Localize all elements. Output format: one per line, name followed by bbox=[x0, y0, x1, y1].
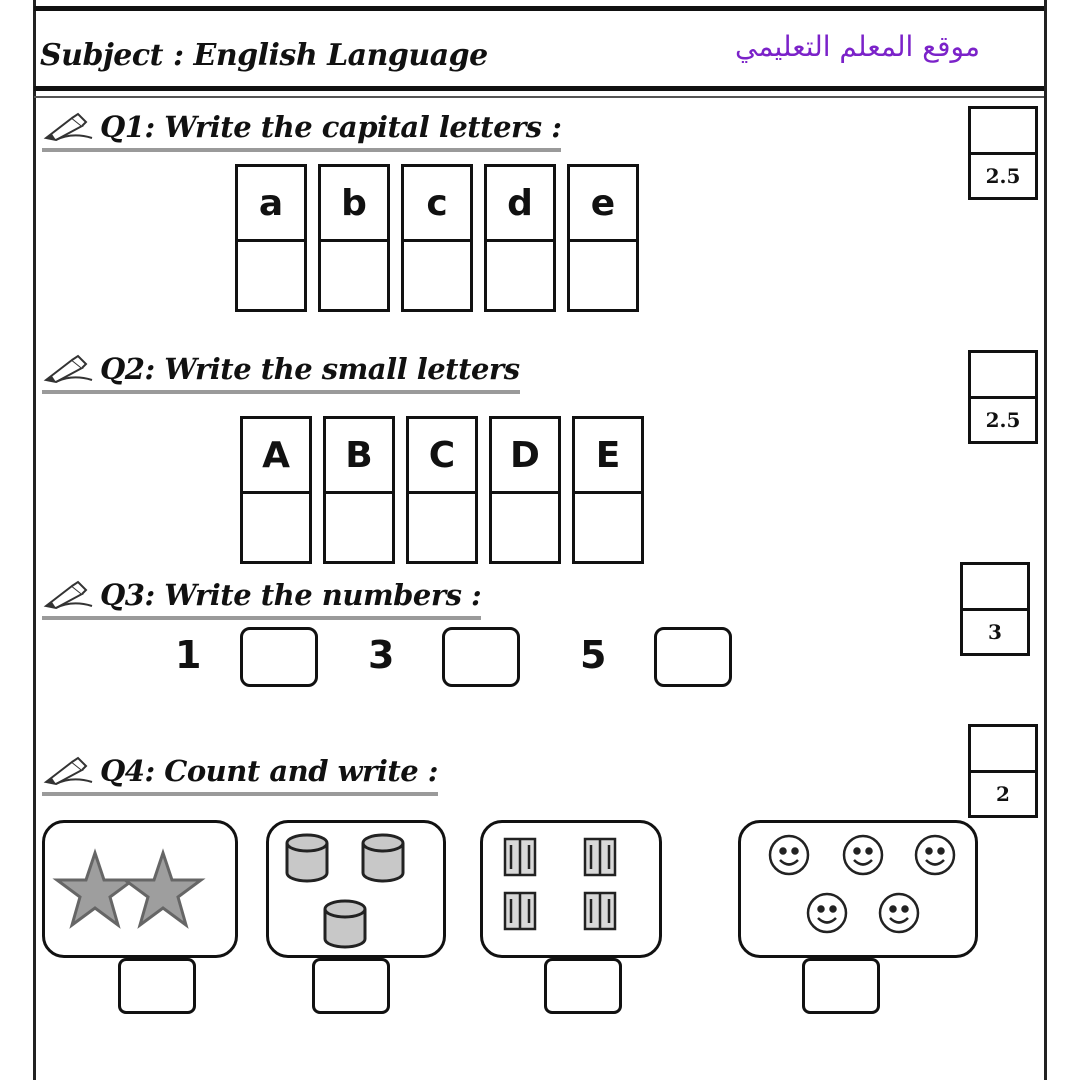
q4-score: 2 bbox=[996, 781, 1010, 806]
q2-letter-cell bbox=[240, 416, 312, 564]
smiley-icon bbox=[916, 836, 954, 874]
q4-answer-box[interactable] bbox=[118, 958, 196, 1014]
q1-letter: d bbox=[487, 167, 553, 242]
book-icon bbox=[505, 839, 535, 875]
smiley-icon bbox=[844, 836, 882, 874]
q3-answer-box[interactable] bbox=[442, 627, 520, 687]
q1-letter-grid bbox=[235, 164, 639, 312]
book-icon bbox=[505, 893, 535, 929]
q3-answer-box[interactable] bbox=[240, 627, 318, 687]
q1-letter-cell bbox=[484, 164, 556, 312]
cylinders-group bbox=[269, 823, 443, 955]
q1-answer-slot[interactable] bbox=[570, 242, 636, 309]
pencil-icon bbox=[42, 354, 96, 384]
q1-letter: b bbox=[321, 167, 387, 242]
smiley-icon bbox=[808, 894, 846, 932]
q2-letter-cell bbox=[489, 416, 561, 564]
smileys-group bbox=[741, 823, 975, 955]
cylinder-icon bbox=[363, 835, 403, 881]
q1-letter: c bbox=[404, 167, 470, 242]
star-icon bbox=[57, 853, 133, 925]
q2-letter-grid bbox=[240, 416, 644, 564]
q2-letter-cell bbox=[572, 416, 644, 564]
q2-answer-slot[interactable] bbox=[409, 494, 475, 561]
cylinder-icon bbox=[325, 901, 365, 947]
q4-score-box bbox=[968, 724, 1038, 818]
q2-letter: C bbox=[409, 419, 475, 494]
q1-letter: e bbox=[570, 167, 636, 242]
left-border bbox=[33, 0, 36, 1080]
stars-group bbox=[45, 823, 235, 955]
q1-score: 2.5 bbox=[985, 163, 1021, 188]
q1-answer-slot[interactable] bbox=[238, 242, 304, 309]
q2-letter-cell bbox=[406, 416, 478, 564]
q3-title-text: Q3: Write the numbers : bbox=[100, 578, 482, 612]
q1-letter: a bbox=[238, 167, 304, 242]
q2-answer-slot[interactable] bbox=[492, 494, 558, 561]
q2-answer-slot[interactable] bbox=[243, 494, 309, 561]
subject-title: Subject : English Language bbox=[40, 38, 488, 73]
book-icon bbox=[585, 839, 615, 875]
smiley-icon bbox=[880, 894, 918, 932]
site-name: موقع المعلم التعليمي bbox=[735, 30, 980, 63]
q4-picture-smileys bbox=[738, 820, 978, 958]
q2-title bbox=[42, 352, 520, 386]
q3-number: 3 bbox=[368, 633, 395, 677]
q2-letter: B bbox=[326, 419, 392, 494]
star-icon bbox=[125, 853, 201, 925]
q3-score-entry[interactable] bbox=[963, 565, 1027, 611]
q1-title bbox=[42, 110, 561, 144]
q2-score-entry[interactable] bbox=[971, 353, 1035, 399]
q3-number: 1 bbox=[175, 633, 202, 677]
q4-score-entry[interactable] bbox=[971, 727, 1035, 773]
pencil-icon bbox=[42, 580, 96, 610]
books-group bbox=[483, 823, 659, 955]
q1-answer-slot[interactable] bbox=[487, 242, 553, 309]
q2-answer-slot[interactable] bbox=[326, 494, 392, 561]
q2-letter-cell bbox=[323, 416, 395, 564]
header-rule bbox=[34, 86, 1044, 91]
q1-letter-cell bbox=[318, 164, 390, 312]
q3-number: 5 bbox=[580, 633, 607, 677]
q1-score-box bbox=[968, 106, 1038, 200]
right-border bbox=[1044, 0, 1047, 1080]
q1-letter-cell bbox=[401, 164, 473, 312]
q1-letter-cell bbox=[567, 164, 639, 312]
cylinder-icon bbox=[287, 835, 327, 881]
pencil-icon bbox=[42, 112, 96, 142]
pencil-icon bbox=[42, 756, 96, 786]
q2-letter: D bbox=[492, 419, 558, 494]
book-icon bbox=[585, 893, 615, 929]
header-rule-thin bbox=[34, 96, 1044, 98]
q4-picture-books bbox=[480, 820, 662, 958]
q4-answer-box[interactable] bbox=[312, 958, 390, 1014]
smiley-icon bbox=[770, 836, 808, 874]
q2-score-box bbox=[968, 350, 1038, 444]
q4-title-text: Q4: Count and write : bbox=[100, 754, 438, 788]
q2-score: 2.5 bbox=[985, 407, 1021, 432]
top-rule bbox=[34, 6, 1044, 11]
q3-answer-box[interactable] bbox=[654, 627, 732, 687]
q2-letter: A bbox=[243, 419, 309, 494]
q4-answer-box[interactable] bbox=[544, 958, 622, 1014]
q2-answer-slot[interactable] bbox=[575, 494, 641, 561]
q2-letter: E bbox=[575, 419, 641, 494]
q2-title-text: Q2: Write the small letters bbox=[100, 352, 520, 386]
q4-answer-box[interactable] bbox=[802, 958, 880, 1014]
q1-answer-slot[interactable] bbox=[404, 242, 470, 309]
q1-letter-cell bbox=[235, 164, 307, 312]
q4-picture-cylinders bbox=[266, 820, 446, 958]
q1-title-text: Q1: Write the capital letters : bbox=[100, 110, 562, 144]
q1-score-entry[interactable] bbox=[971, 109, 1035, 155]
q1-answer-slot[interactable] bbox=[321, 242, 387, 309]
q4-title bbox=[42, 754, 438, 788]
q4-picture-stars bbox=[42, 820, 238, 958]
q3-score: 3 bbox=[988, 619, 1002, 644]
q3-title bbox=[42, 578, 481, 612]
q3-number-row bbox=[0, 625, 1080, 695]
